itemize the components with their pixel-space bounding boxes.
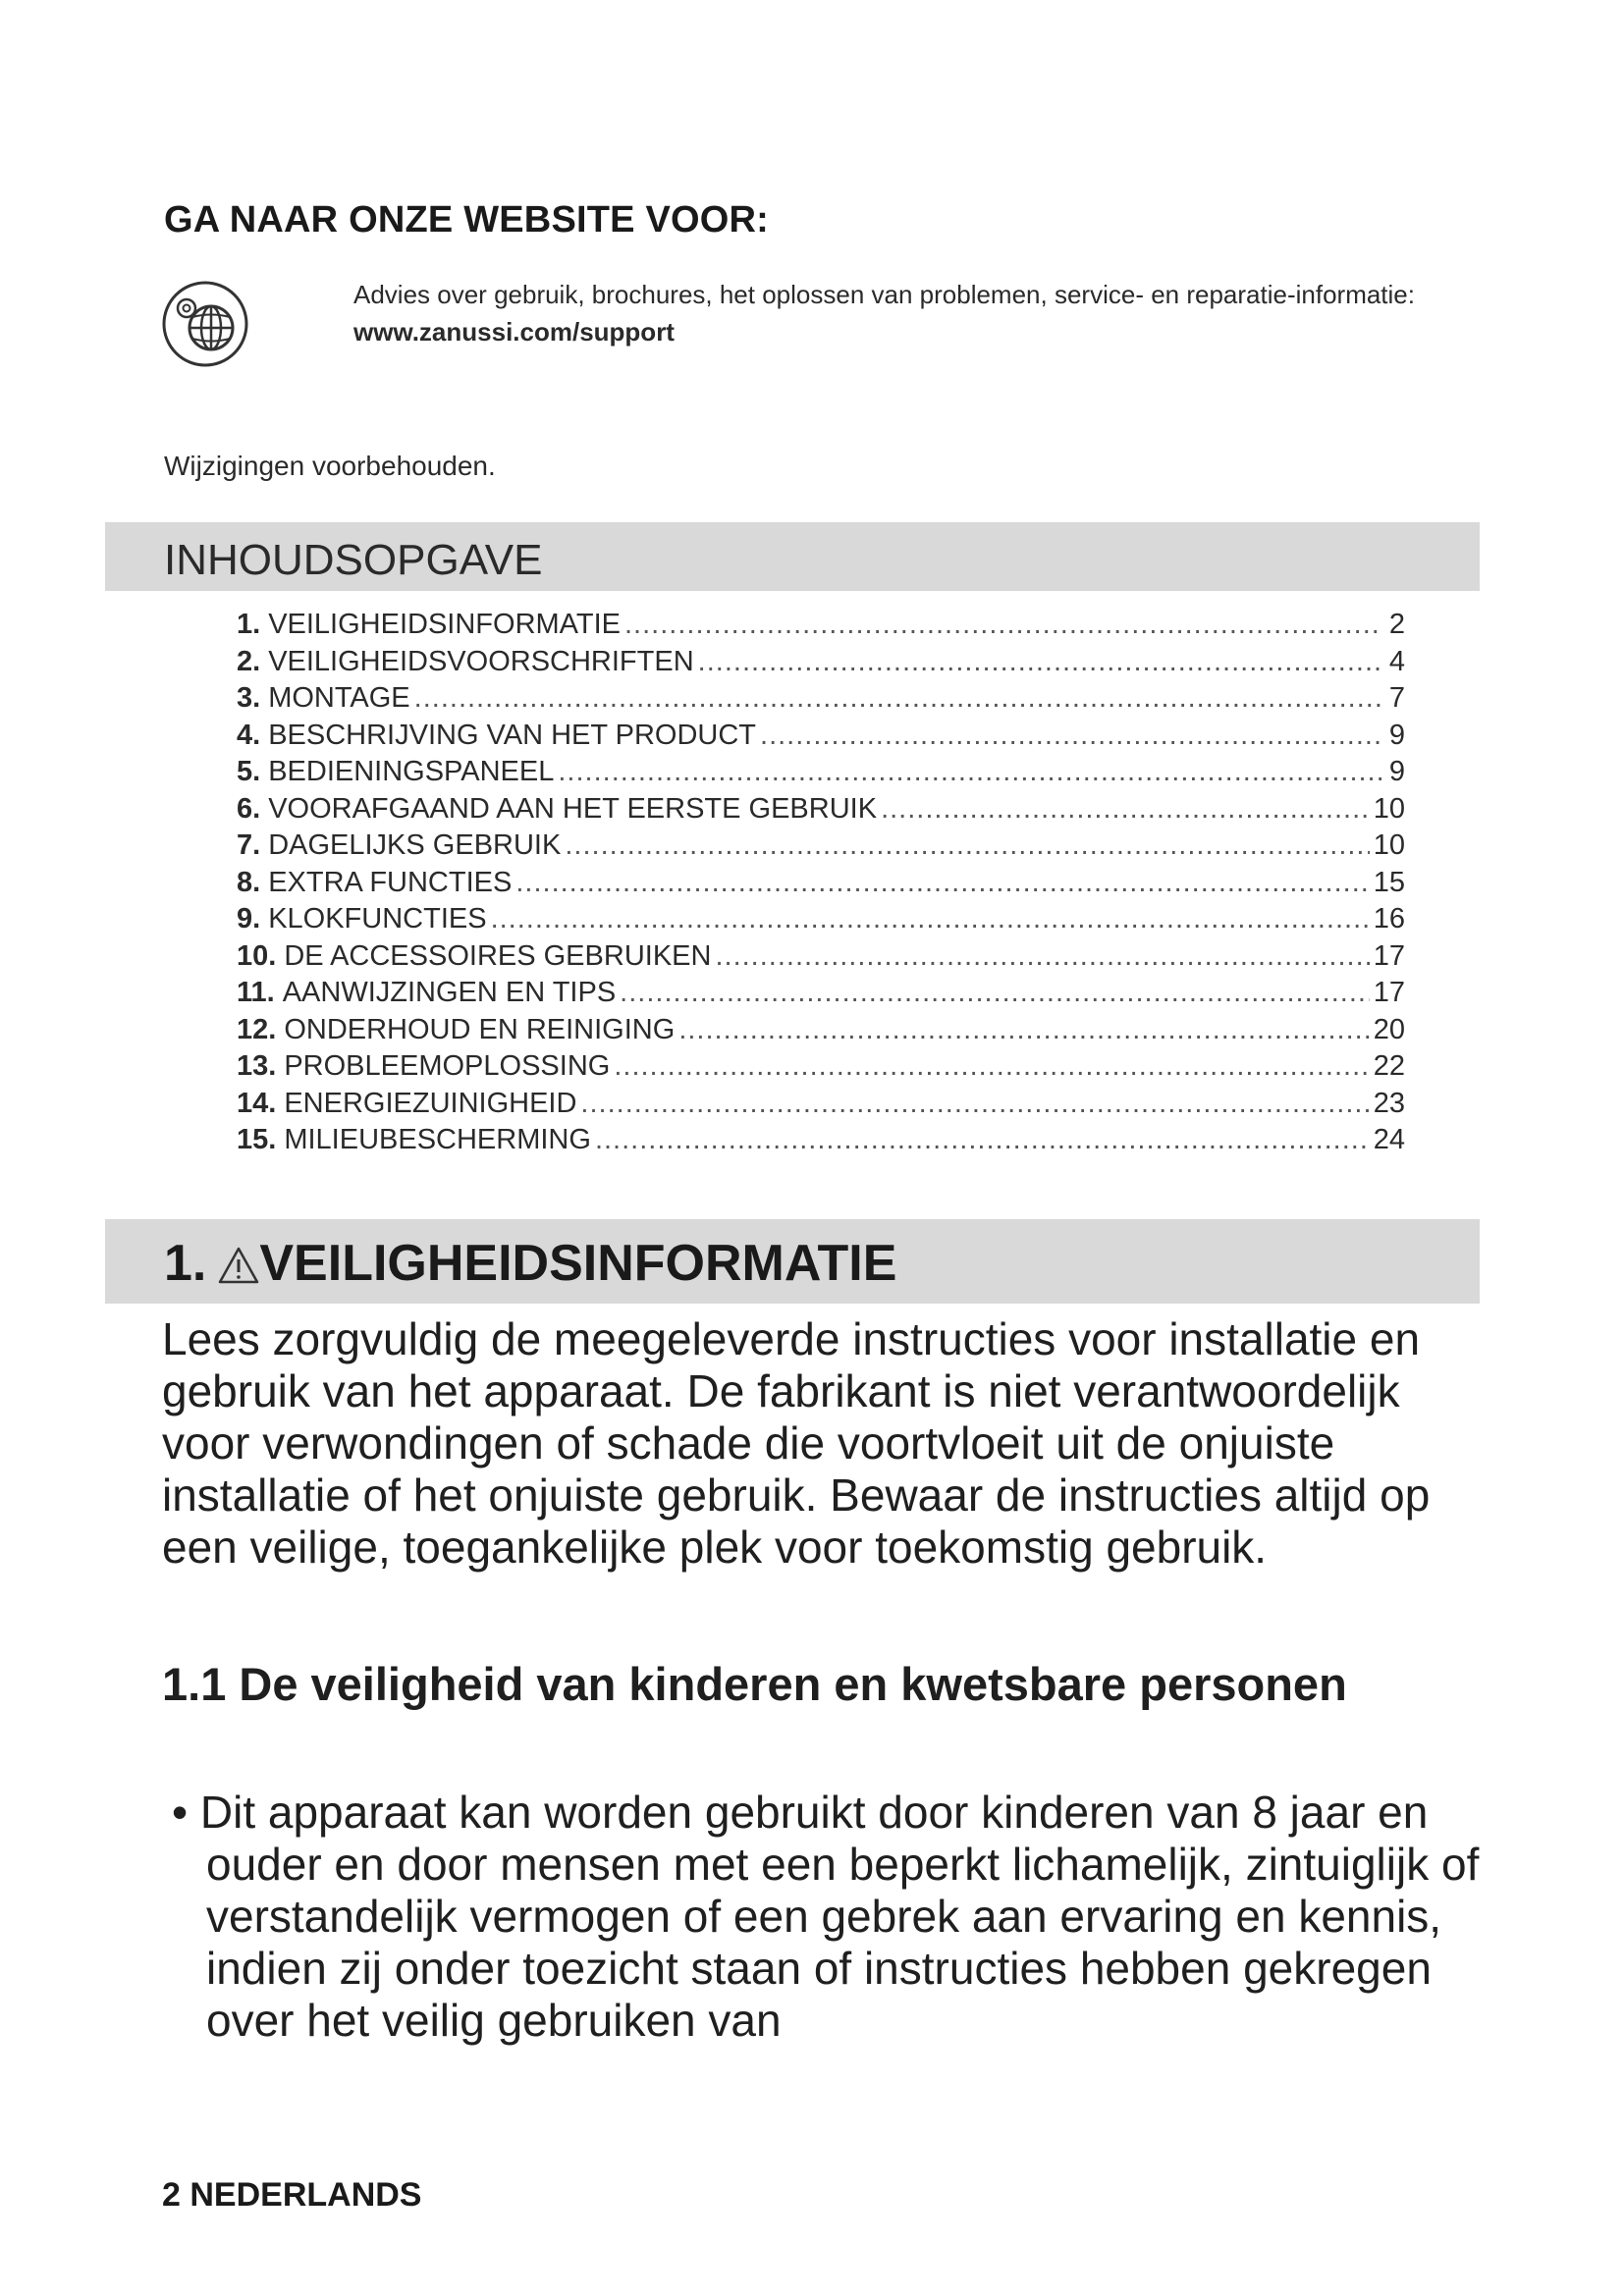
toc-entry[interactable]: [237, 1124, 1405, 1161]
toc-entry[interactable]: [237, 977, 1405, 1014]
support-url-link[interactable]: www.zanussi.com/support: [353, 317, 675, 347]
toc-dot-leader: [614, 1050, 1369, 1083]
toc-entry-number: 12.: [237, 1013, 277, 1045]
toc-entry-number: 9.: [237, 903, 261, 934]
toc-entry-page: 17: [1373, 939, 1405, 972]
toc-entry-page: 7: [1388, 682, 1405, 714]
toc-entry-number: 13.: [237, 1050, 277, 1082]
toc-entry-number: 14.: [237, 1087, 277, 1119]
toc-dot-leader: [595, 1124, 1370, 1156]
toc-entry-number: 5.: [237, 756, 261, 787]
toc-header-bar: [105, 522, 1480, 591]
toc-entry-label: VEILIGHEIDSINFORMATIE: [268, 609, 621, 640]
warning-triangle-icon: [218, 1246, 259, 1285]
page-footer: 2 NEDERLANDS: [162, 2176, 422, 2214]
website-heading: GA NAAR ONZE WEBSITE VOOR:: [164, 199, 770, 240]
toc-entry-page: 23: [1373, 1087, 1405, 1119]
toc-entry-label: KLOKFUNCTIES: [268, 903, 487, 934]
safety-intro-paragraph: Lees zorgvuldig de meegeleverde instructies voor installatie en gebruik van het apparaat. De fabrikant is niet verantwoordelijk voor verwondingen of schade die voortvloeit uit de onjuiste installatie of het onjuiste gebruik. Bewaar de instructies altijd op een veilige, toegankelijke plek voor toekomstig gebruik.: [162, 1313, 1431, 1573]
website-description-block: [353, 276, 1483, 350]
toc-entry-number: 3.: [237, 682, 261, 714]
toc-dot-leader: [565, 829, 1369, 862]
toc-entry-page: 2: [1388, 609, 1405, 640]
subsection-heading: 1.1 De veiligheid van kinderen en kwetsbare personen: [162, 1658, 1347, 1710]
toc-entry-number: 7.: [237, 829, 261, 861]
toc-entry-label: AANWIJZINGEN EN TIPS: [282, 977, 617, 1008]
toc-entry-label: ENERGIEZUINIGHEID: [284, 1087, 577, 1119]
section-title-text: VEILIGHEIDSINFORMATIE: [259, 1235, 897, 1292]
toc-entry-label: PROBLEEMOPLOSSING: [284, 1050, 611, 1082]
toc-entry-label: DAGELIJKS GEBRUIK: [268, 829, 562, 861]
section-title: [164, 1234, 896, 1293]
toc-entry[interactable]: [237, 829, 1405, 867]
globe-at-icon: [160, 279, 250, 369]
toc-entry[interactable]: [237, 903, 1405, 940]
toc-dot-leader: [580, 1088, 1369, 1120]
toc-entry-label: EXTRA FUNCTIES: [268, 866, 513, 898]
toc-entry[interactable]: [237, 682, 1405, 720]
toc-dot-leader: [715, 940, 1369, 973]
toc-dot-leader: [624, 609, 1381, 641]
toc-entry-number: 15.: [237, 1124, 277, 1155]
toc-entry[interactable]: [237, 793, 1405, 830]
toc-entry-page: 20: [1373, 1013, 1405, 1045]
toc-entry[interactable]: [237, 1050, 1405, 1088]
toc-entry-page: 9: [1388, 719, 1405, 751]
toc-entry[interactable]: [237, 940, 1405, 978]
website-description: Advies over gebruik, brochures, het oplossen van problemen, service- en reparatie-informatie:: [353, 280, 1415, 309]
toc-entry-page: 15: [1373, 866, 1405, 898]
toc-entry[interactable]: [237, 1088, 1405, 1125]
toc-dot-leader: [698, 646, 1381, 678]
toc-entry[interactable]: [237, 867, 1405, 904]
toc-title: INHOUDSOPGAVE: [164, 536, 543, 584]
toc-dot-leader: [414, 682, 1381, 715]
toc-entry-page: 16: [1373, 903, 1405, 934]
toc-entry-label: MONTAGE: [268, 682, 410, 714]
toc-dot-leader: [678, 1014, 1369, 1046]
toc-dot-leader: [558, 756, 1381, 788]
section-number: 1.: [164, 1235, 207, 1292]
table-of-contents: [237, 609, 1405, 1161]
toc-entry-number: 10.: [237, 939, 277, 972]
toc-entry[interactable]: [237, 1014, 1405, 1051]
toc-entry-label: DE ACCESSOIRES GEBRUIKEN: [284, 939, 712, 972]
toc-entry[interactable]: [237, 646, 1405, 683]
toc-entry-label: VOORAFGAAND AAN HET EERSTE GEBRUIK: [268, 792, 878, 825]
bullet-item: • Dit apparaat kan worden gebruikt door kinderen van 8 jaar en ouder en door mensen met een beperkt lichamelijk, zintuiglijk of verstandelijk vermogen of een gebrek aan ervaring en kennis, indien zij onder toezicht staan of instructies hebben gekregen over het veilig gebruiken van: [172, 1787, 1480, 2046]
toc-entry-number: 8.: [237, 866, 261, 898]
toc-dot-leader: [881, 793, 1370, 826]
toc-entry-page: 10: [1373, 792, 1405, 825]
toc-entry-number: 1.: [237, 609, 261, 640]
toc-entry-number: 2.: [237, 645, 261, 677]
toc-entry[interactable]: [237, 720, 1405, 757]
toc-entry-label: BESCHRIJVING VAN HET PRODUCT: [268, 719, 757, 751]
toc-entry-label: MILIEUBESCHERMING: [284, 1124, 591, 1155]
toc-dot-leader: [620, 977, 1370, 1009]
toc-entry[interactable]: [237, 609, 1405, 646]
toc-entry-page: 24: [1373, 1124, 1405, 1155]
toc-entry-number: 6.: [237, 792, 261, 825]
toc-entry-page: 9: [1388, 756, 1405, 787]
toc-entry[interactable]: [237, 756, 1405, 793]
toc-entry-number: 11.: [237, 977, 275, 1008]
toc-entry-page: 17: [1373, 977, 1405, 1008]
toc-entry-label: BEDIENINGSPANEEL: [268, 756, 555, 787]
toc-entry-label: ONDERHOUD EN REINIGING: [284, 1013, 676, 1045]
toc-dot-leader: [515, 867, 1369, 899]
toc-dot-leader: [491, 903, 1370, 935]
toc-dot-leader: [760, 720, 1381, 752]
toc-entry-page: 4: [1388, 645, 1405, 677]
toc-entry-label: VEILIGHEIDSVOORSCHRIFTEN: [268, 645, 694, 677]
section-header-bar: [105, 1219, 1480, 1304]
toc-entry-number: 4.: [237, 719, 261, 751]
toc-entry-page: 10: [1373, 829, 1405, 861]
toc-entry-page: 22: [1373, 1050, 1405, 1082]
changes-reserved-notice: Wijzigingen voorbehouden.: [164, 451, 496, 481]
